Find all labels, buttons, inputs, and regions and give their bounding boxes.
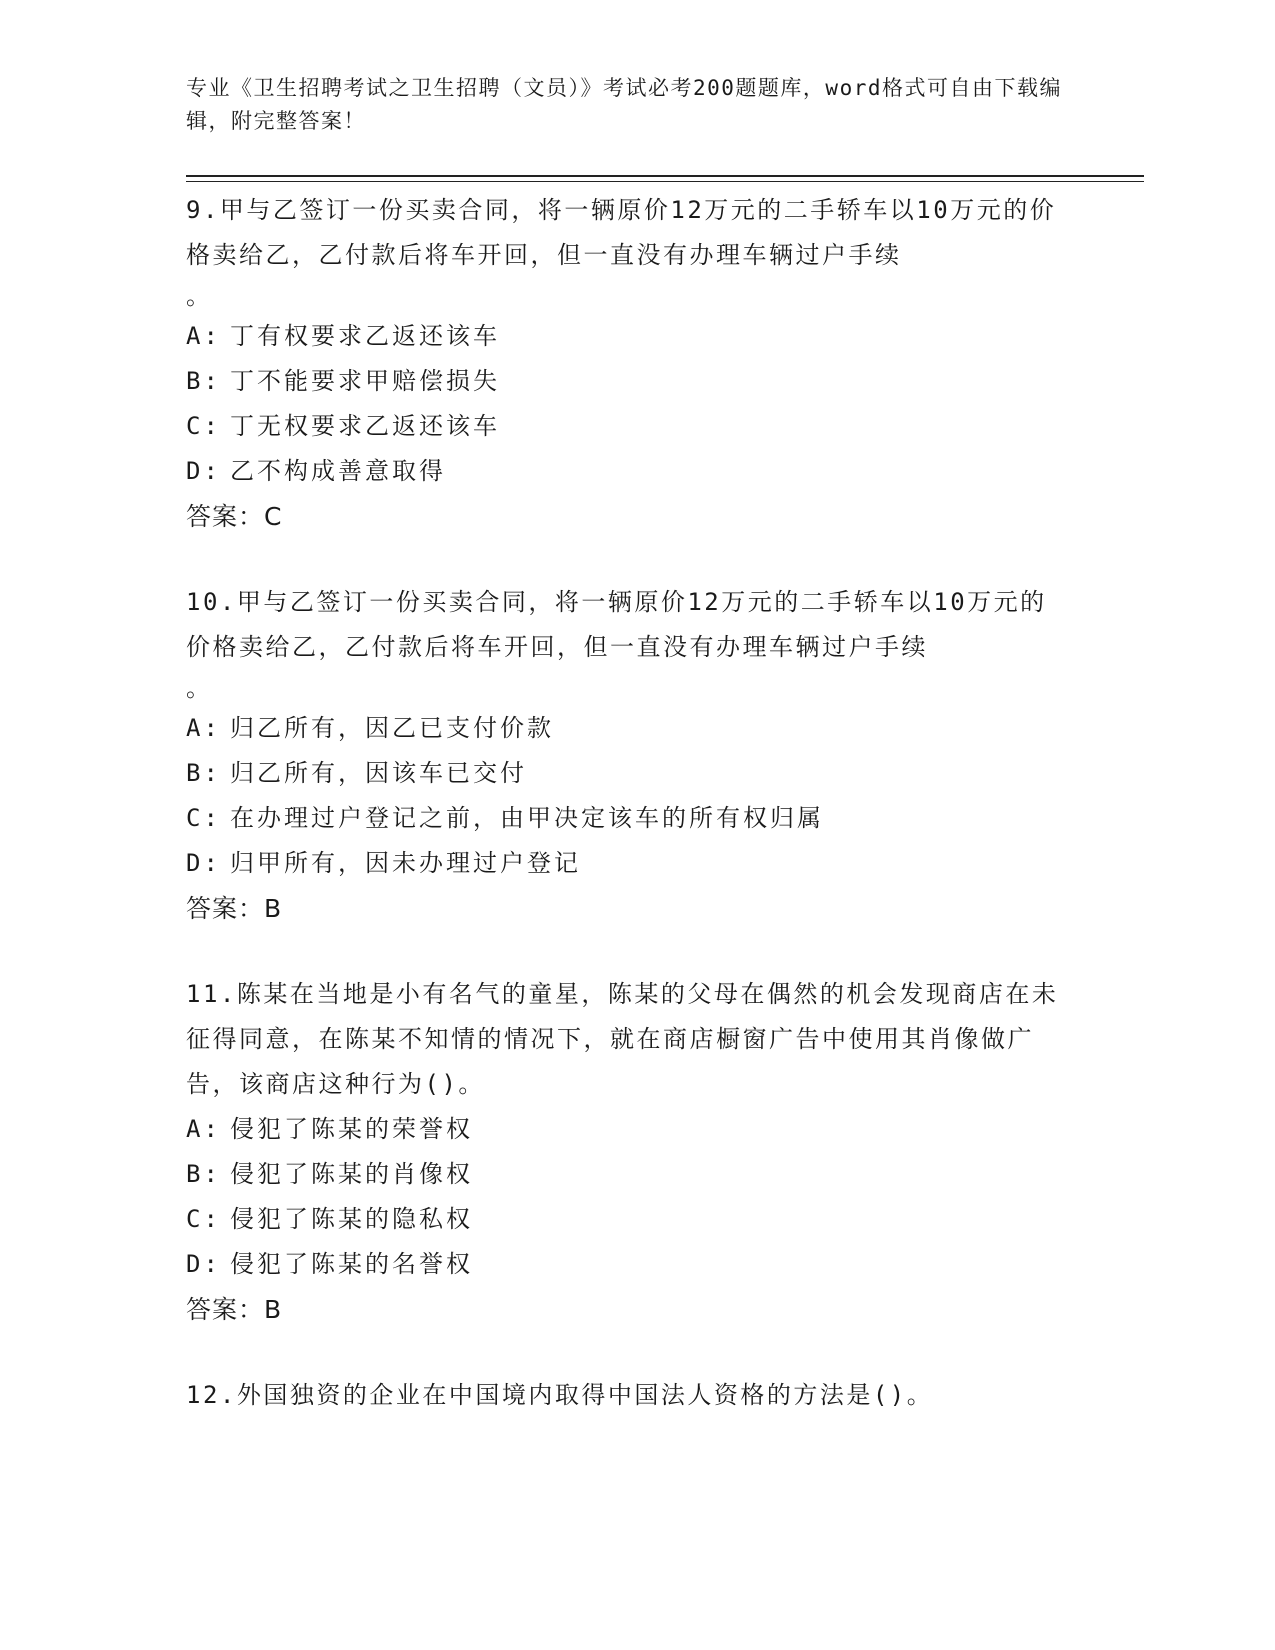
option-text: 丁无权要求乙返还该车 [230, 412, 500, 440]
answer-text: 答案：B [186, 894, 283, 923]
option-d [186, 1242, 1066, 1287]
option-text: 侵犯了陈某的名誉权 [230, 1250, 473, 1278]
question-stem: 12.外国独资的企业在中国境内取得中国法人资格的方法是()。 [186, 1381, 934, 1409]
option-key: D: [186, 849, 221, 877]
header-divider-bottom [186, 181, 1144, 182]
question-stem: 10.甲与乙签订一份买卖合同，将一辆原价12万元的二手轿车以10万元的价格卖给乙，乙付款后将车开回，但一直没有办理车辆过户手续 [186, 588, 1047, 661]
option-text: 归甲所有，因未办理过户登记 [230, 849, 581, 877]
option-text: 丁有权要求乙返还该车 [230, 322, 500, 350]
option-a [186, 314, 1066, 359]
option-text: 侵犯了陈某的隐私权 [230, 1205, 473, 1233]
option-key: C: [186, 412, 221, 440]
option-key: C: [186, 804, 221, 832]
option-key: A: [186, 1115, 221, 1143]
answer-text: 答案：C [186, 502, 283, 531]
option-key: D: [186, 457, 221, 485]
option-c [186, 404, 1066, 449]
question-10 [186, 580, 1066, 931]
option-text: 在办理过户登记之前，由甲决定该车的所有权归属 [230, 804, 824, 832]
document-header [186, 72, 1146, 138]
question-12 [186, 1373, 1066, 1418]
option-key: A: [186, 322, 221, 350]
option-d [186, 449, 1066, 494]
option-b [186, 1152, 1066, 1197]
option-text: 归乙所有，因该车已交付 [230, 759, 527, 787]
option-a [186, 706, 1066, 751]
option-text: 侵犯了陈某的荣誉权 [230, 1115, 473, 1143]
question-9 [186, 188, 1066, 539]
question-11 [186, 972, 1066, 1332]
option-key: B: [186, 1160, 221, 1188]
question-list [186, 188, 1066, 1459]
header-divider-top [186, 175, 1144, 177]
option-b [186, 751, 1066, 796]
option-a [186, 1107, 1066, 1152]
option-text: 丁不能要求甲赔偿损失 [230, 367, 500, 395]
question-stem-tail: 。 [186, 282, 213, 310]
option-text: 乙不构成善意取得 [230, 457, 446, 485]
answer-text: 答案：B [186, 1295, 283, 1324]
option-key: B: [186, 367, 221, 395]
option-d [186, 841, 1066, 886]
question-stem: 9.甲与乙签订一份买卖合同，将一辆原价12万元的二手轿车以10万元的价格卖给乙，乙付款后将车开回，但一直没有办理车辆过户手续 [186, 196, 1057, 269]
option-text: 侵犯了陈某的肖像权 [230, 1160, 473, 1188]
header-text: 专业《卫生招聘考试之卫生招聘（文员）》考试必考200题题库，word格式可自由下载编辑，附完整答案！ [186, 76, 1062, 133]
option-key: C: [186, 1205, 221, 1233]
question-stem-tail: 。 [186, 674, 213, 702]
option-c [186, 796, 1066, 841]
question-stem: 11.陈某在当地是小有名气的童星，陈某的父母在偶然的机会发现商店在未征得同意，在陈某不知情的情况下，就在商店橱窗广告中使用其肖像做广告，该商店这种行为()。 [186, 980, 1059, 1098]
option-c [186, 1197, 1066, 1242]
option-key: B: [186, 759, 221, 787]
option-text: 归乙所有，因乙已支付价款 [230, 714, 554, 742]
option-key: A: [186, 714, 221, 742]
option-b [186, 359, 1066, 404]
option-key: D: [186, 1250, 221, 1278]
